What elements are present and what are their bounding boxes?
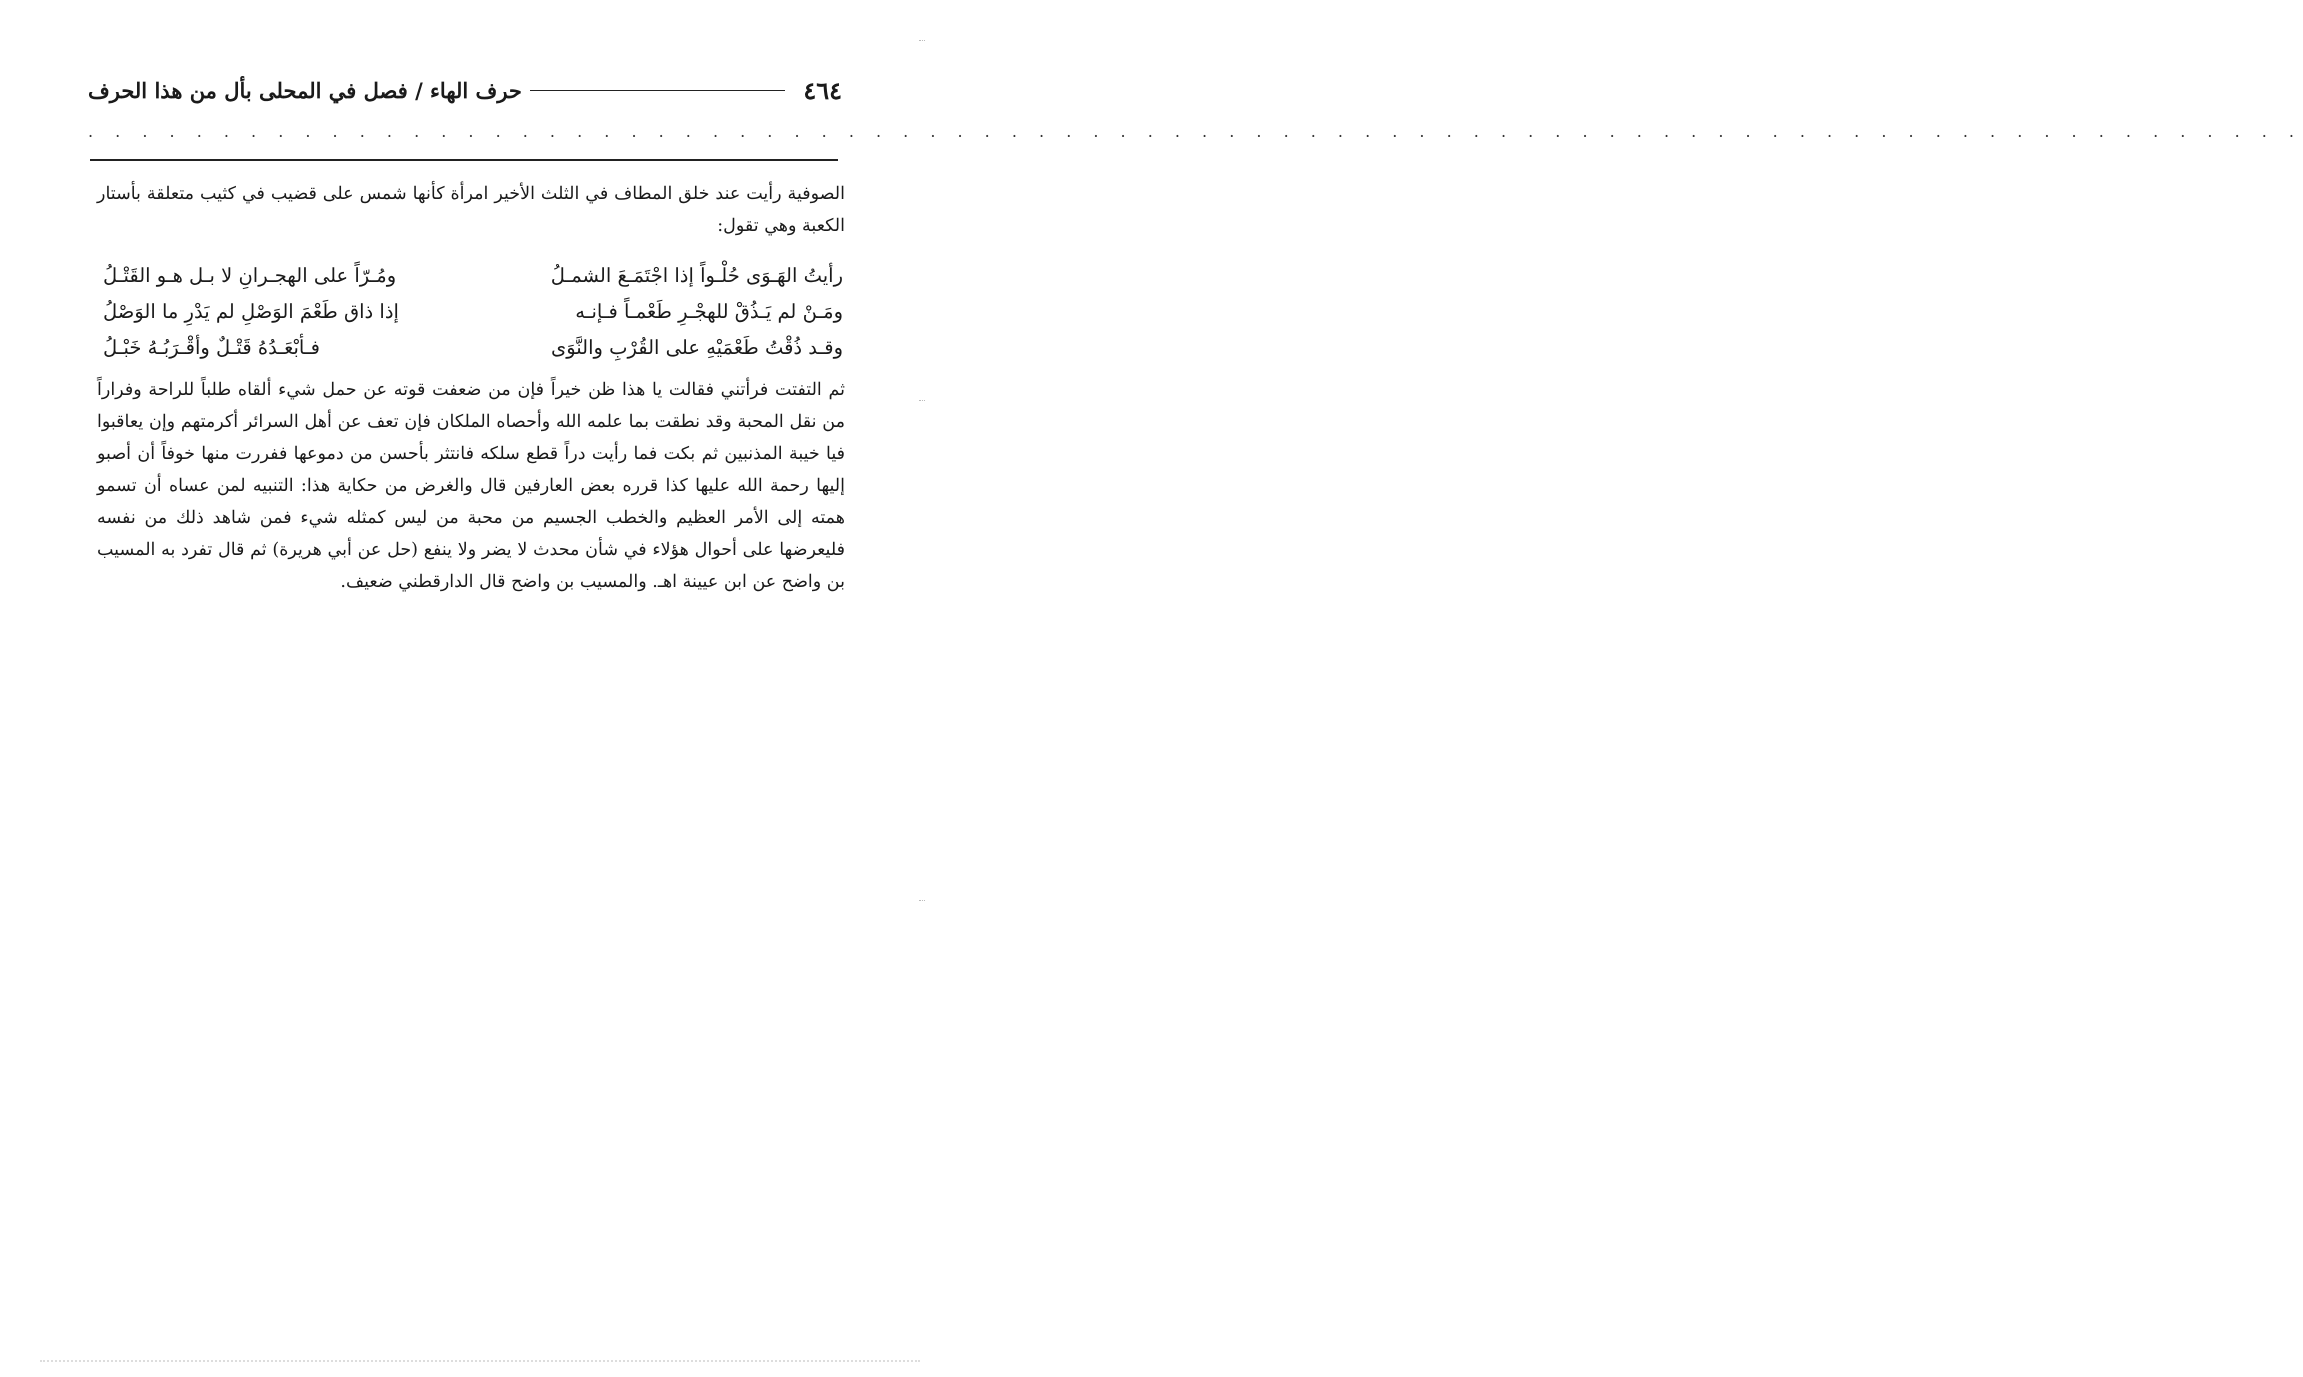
- verse-second-hemistich: فـأبْعَـدُهُ قَتْـلٌ وأقْـرَبُـهُ خَبْـلُ: [103, 336, 320, 359]
- poem-verses: [103, 258, 843, 366]
- scan-bottom-edge: [40, 1360, 920, 1366]
- verse-line: [103, 330, 843, 366]
- section-rule: [90, 159, 838, 161]
- verse-line: [103, 258, 843, 294]
- chapter-title: حرف الهاء / فصل في المحلى بأل من هذا الحرف: [88, 77, 522, 103]
- main-paragraph: ثم التفتت فرأتني فقالت يا هذا ظن خيراً فإن من ضعفت قوته عن حمل شيء ألقاه طلباً للراحة وفراراً من نقل المحبة وقد نطقت بما علمه الله وأحصاه الملكان فإن تعف عن أهل السرائر أكرمتهم وإن يعاقبوا فيا خيبة المذنبين ثم بكت فما رأيت دراً قطع سلكه فانتثر بأحسن من دموعها ففررت منها خوفاً أن أصبو إليها رحمة الله عليها كذا قرره بعض العارفين قال والغرض من حكاية هذا: التنبيه لمن عساه أن تسمو همته إلى الأمر العظيم والخطب الجسيم من محبة من ليس كمثله شيء فمن شاهد ذلك من نفسه فليعرضها على أحوال هؤلاء في شأن محدث لا يضر ولا ينفع (حل عن أبي هريرة) ثم قال تفرد به المسيب بن واضح عن ابن عيينة اهـ. والمسيب بن واضح قال الدارقطني ضعيف.: [97, 380, 845, 592]
- dotted-separator: . . . . . . . . . . . . . . . . . . . . . . . . . . . . . . . . . . . . . . . . . . . . . . . . . . . . . . . . . . . . . . . . . . . . . . . . . . . . . . . . . .: [88, 122, 2303, 141]
- header-rule: [530, 90, 785, 91]
- verse-first-hemistich: ومَـنْ لم يَـذُقْ للهجْـرِ طَعْمـاً فـإنـه: [575, 300, 843, 323]
- verse-second-hemistich: ومُـرّاً على الهجـرانِ لا بـل هـو القَتْـلُ: [103, 264, 397, 287]
- verse-first-hemistich: وقـد ذُقْتُ طَعْمَيْهِ على القُرْبِ والنَّوَى: [550, 336, 843, 359]
- scan-edge-mark: [919, 400, 925, 402]
- verse-second-hemistich: إذا ذاق طَعْمَ الوَصْلِ لم يَدْرِ ما الوَصْلُ: [103, 300, 399, 323]
- verse-line: [103, 294, 843, 330]
- scan-edge-mark: [919, 40, 925, 42]
- page-number: ٤٦٤: [803, 75, 842, 105]
- verse-first-hemistich: رأيتُ الهَـوَى حُلْـواً إذا اجْتَمَـعَ الشمـلُ: [550, 264, 843, 287]
- intro-text: الصوفية رأيت عند خلق المطاف في الثلث الأخير امرأة كأنها شمس على قضيب في كثيب متعلقة بأستار الكعبة وهي تقول:: [97, 184, 845, 236]
- scan-edge-mark: [919, 900, 925, 902]
- page-header: [88, 72, 842, 108]
